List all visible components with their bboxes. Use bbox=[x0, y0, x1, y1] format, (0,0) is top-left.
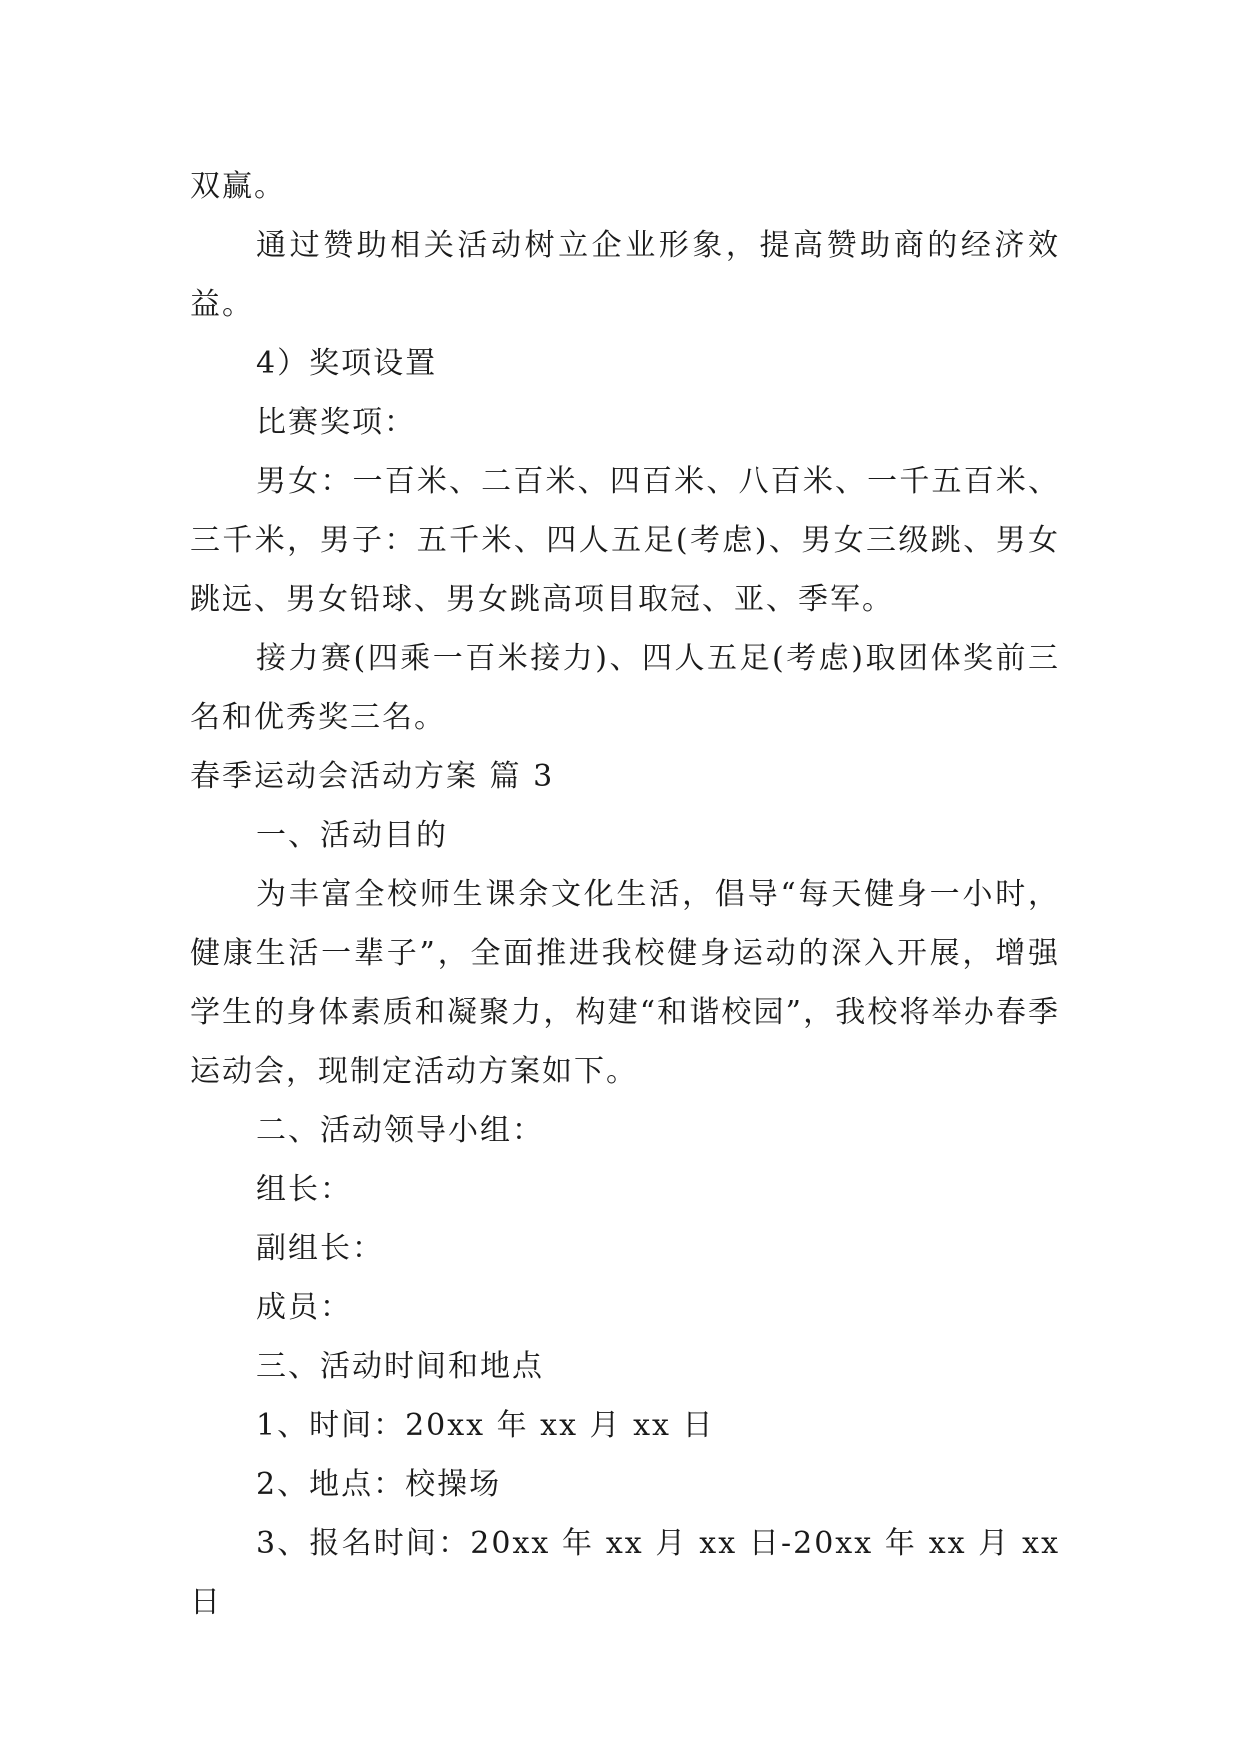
section-heading: 三、活动时间和地点 bbox=[256, 1349, 544, 1384]
paragraph: 通过赞助相关活动树立企业形象，提高赞助商的经济效益。 bbox=[190, 228, 1060, 322]
section-heading: 一、活动目的 bbox=[256, 818, 448, 853]
list-item: 2、地点：校操场 bbox=[256, 1467, 502, 1502]
paragraph: 比赛奖项： bbox=[256, 405, 416, 440]
paragraph: 男女：一百米、二百米、四百米、八百米、一千五百米、三千米，男子：五千米、四人五足(考虑)、男女三级跳、男女跳远、男女铅球、男女跳高项目取冠、亚、季军。 bbox=[190, 464, 1060, 617]
list-item: 成员： bbox=[256, 1290, 352, 1325]
section-heading: 4）奖项设置 bbox=[256, 346, 438, 381]
paragraph: 双赢。 bbox=[190, 169, 286, 204]
list-item: 副组长： bbox=[256, 1231, 384, 1266]
section-heading: 二、活动领导小组： bbox=[256, 1113, 544, 1148]
document-title: 春季运动会活动方案 篇 3 bbox=[190, 759, 555, 794]
list-item: 组长： bbox=[256, 1172, 352, 1207]
document-body bbox=[190, 157, 1060, 1632]
paragraph: 接力赛(四乘一百米接力)、四人五足(考虑)取团体奖前三名和优秀奖三名。 bbox=[190, 641, 1060, 735]
list-item: 1、时间：20xx 年 xx 月 xx 日 bbox=[256, 1408, 715, 1443]
paragraph: 为丰富全校师生课余文化生活，倡导“每天健身一小时，健康生活一辈子”，全面推进我校健身运动的深入开展，增强学生的身体素质和凝聚力，构建“和谐校园”，我校将举办春季运动会，现制定活动方案如下。 bbox=[190, 877, 1060, 1089]
list-item: 3、报名时间：20xx 年 xx 月 xx 日-20xx 年 xx 月 xx 日 bbox=[190, 1526, 1060, 1620]
